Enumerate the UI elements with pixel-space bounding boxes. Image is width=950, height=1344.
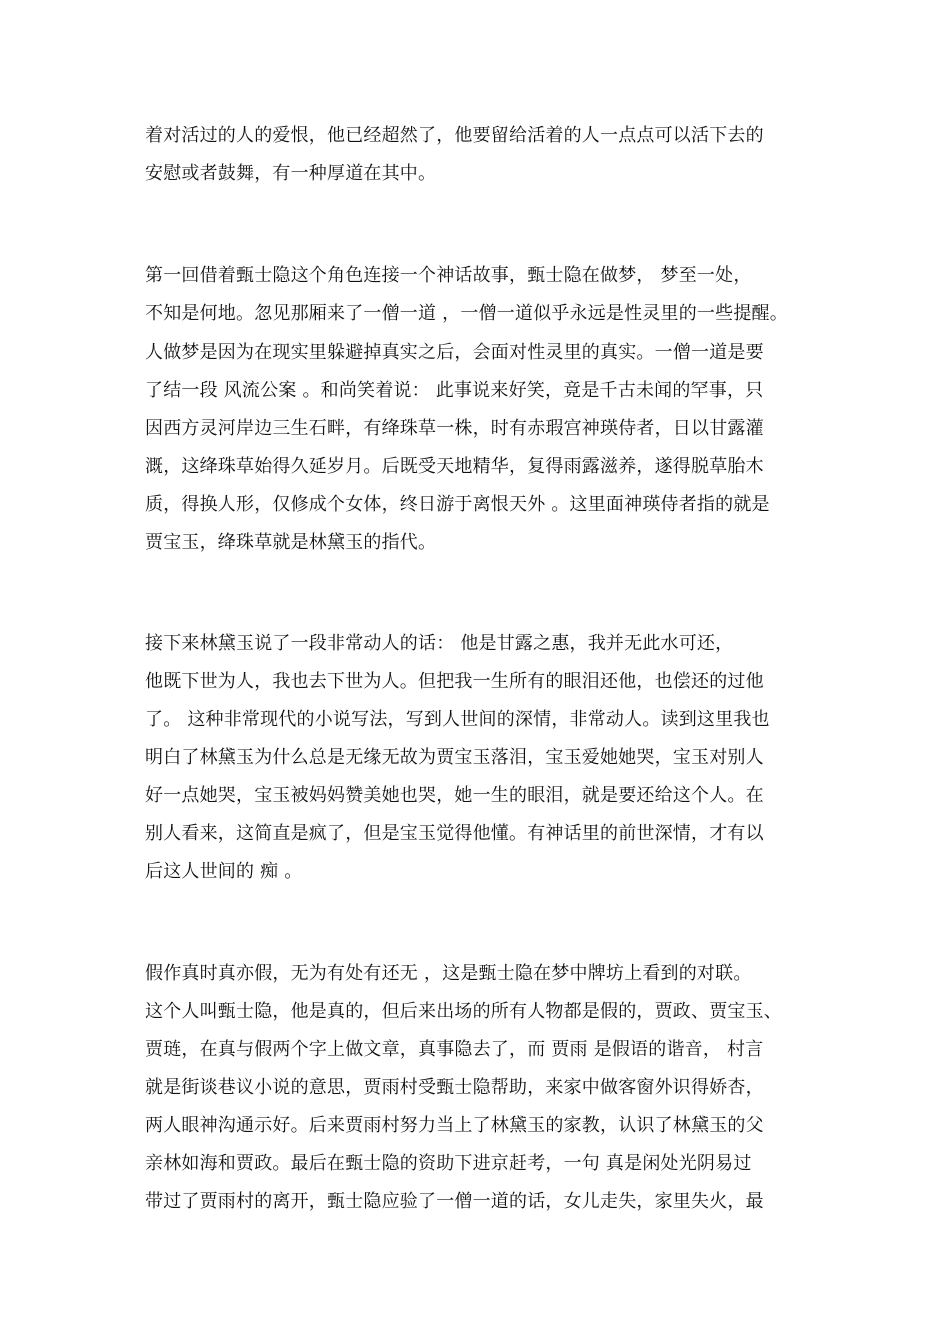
paragraph-2-line-6: 溉，这绛珠草始得久延岁月。后既受天地精华，复得雨露滋养，遂得脱草胎木: [145, 456, 764, 477]
paragraph-4-line-2: 这个人叫甄士隐，他是真的，但后来出场的所有人物都是假的，贾政、贾宝玉、: [145, 1001, 782, 1022]
paragraph-3-line-4: 明白了林黛玉为什么总是无缘无故为贾宝玉落泪，宝玉爱她她哭，宝玉对别人: [145, 747, 764, 768]
paragraph-2-line-7: 质，得换人形，仅修成个女体，终日游于离恨天外 。这里面神瑛侍者指的就是: [145, 494, 770, 515]
paragraph-2-line-8: 贾宝玉，绛珠草就是林黛玉的指代。: [145, 532, 437, 553]
paragraph-1-line-1: 着对活过的人的爱恨，他已经超然了，他要留给活着的人一点点可以活下去的: [145, 125, 764, 146]
paragraph-3-line-3: 了。 这种非常现代的小说写法，写到人世间的深情，非常动人。读到这里我也: [145, 709, 770, 730]
paragraph-3-line-2: 他既下世为人，我也去下世为人。但把我一生所有的眼泪还他，也偿还的过他: [145, 671, 764, 692]
paragraph-1-line-2: 安慰或者鼓舞，有一种厚道在其中。: [145, 163, 437, 184]
paragraph-4-line-1: 假作真时真亦假，无为有处有还无 ，这是甄士隐在梦中牌坊上看到的对联。: [145, 963, 752, 984]
paragraph-2-line-3: 人做梦是因为在现实里躲避掉真实之后，会面对性灵里的真实。一僧一道是要: [145, 342, 764, 363]
paragraph-3-line-7: 后这人世间的 痴 。: [145, 861, 303, 882]
paragraph-2-line-2: 不知是何地。忽见那厢来了一僧一道 ，一僧一道似乎永远是性灵里的一些提醒。: [145, 303, 788, 324]
paragraph-4-line-4: 就是街谈巷议小说的意思，贾雨村受甄士隐帮助，来家中做客窗外识得娇杏，: [145, 1077, 764, 1098]
paragraph-4-line-6: 亲林如海和贾政。最后在甄士隐的资助下进京赶考，一句 真是闲处光阴易过: [145, 1153, 752, 1174]
paragraph-3-line-1: 接下来林黛玉说了一段非常动人的话： 他是甘露之惠，我并无此水可还，: [145, 633, 734, 654]
paragraph-4-line-7: 带过了贾雨村的离开，甄士隐应验了一僧一道的话，女儿走失，家里失火，最: [145, 1191, 764, 1212]
paragraph-4-line-3: 贾琏，在真与假两个字上做文章，真事隐去了，而 贾雨 是假语的谐音， 村言: [145, 1039, 764, 1060]
paragraph-3-line-5: 好一点她哭，宝玉被妈妈赞美她也哭，她一生的眼泪，就是要还给这个人。在: [145, 785, 764, 806]
paragraph-2-line-5: 因西方灵河岸边三生石畔，有绛珠草一株，时有赤瑕宫神瑛侍者，日以甘露灌: [145, 418, 764, 439]
paragraph-3-line-6: 别人看来，这简直是疯了，但是宝玉觉得他懂。有神话里的前世深情，才有以: [145, 823, 764, 844]
paragraph-4-line-5: 两人眼神沟通示好。后来贾雨村努力当上了林黛玉的家教，认识了林黛玉的父: [145, 1115, 764, 1136]
paragraph-2-line-1: 第一回借着甄士隐这个角色连接一个神话故事，甄士隐在做梦， 梦至一处，: [145, 265, 752, 286]
paragraph-2-line-4: 了结一段 风流公案 。和尚笑着说： 此事说来好笑，竟是千古未闻的罕事，只: [145, 380, 764, 401]
